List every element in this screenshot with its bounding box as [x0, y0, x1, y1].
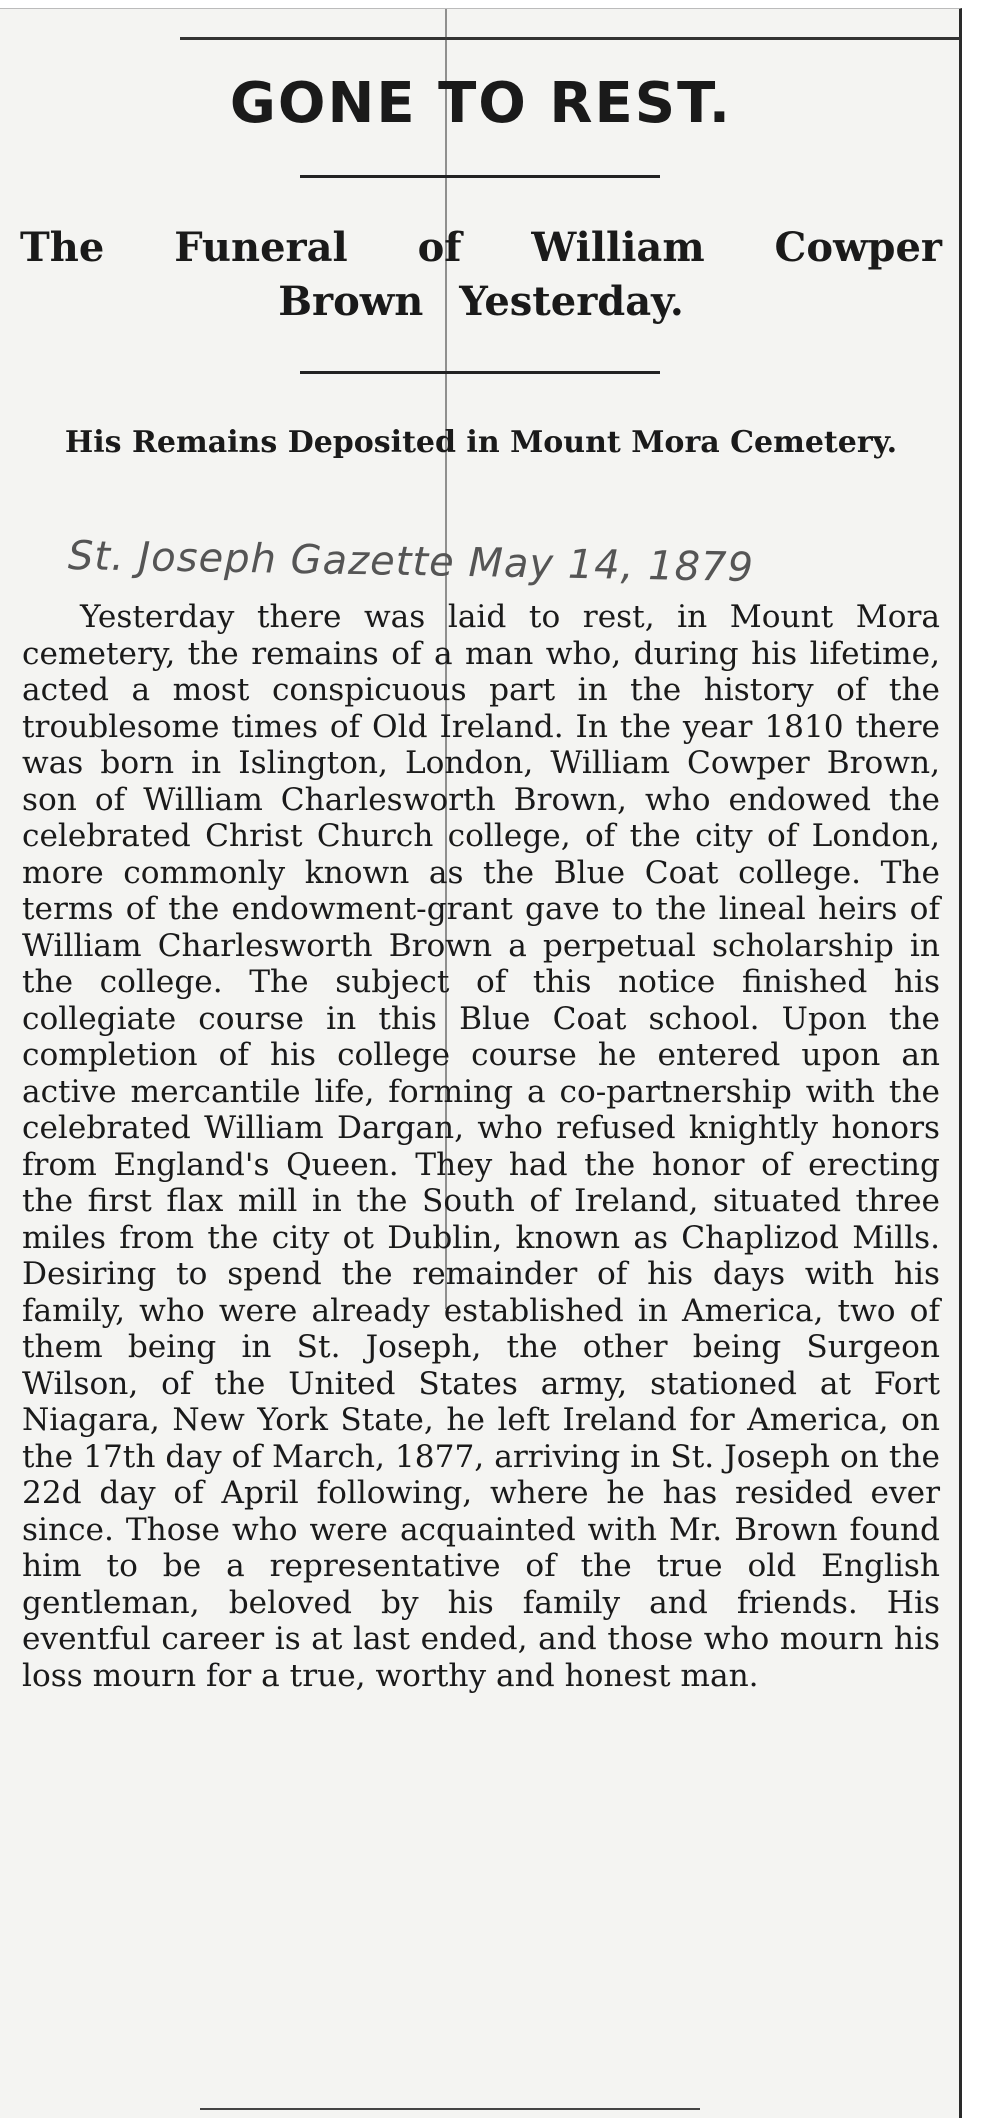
- top-border-rule: [180, 37, 960, 40]
- handwritten-annotation: St. Joseph Gazette May 14, 1879: [67, 533, 755, 591]
- article-body: Yesterday there was laid to rest, in Mount Mora cemetery, the remains of a man who, during his lifetime, acted a most conspicuous part in the history of the troublesome times of Old Ireland. In the year 1810 there was born in Islington, London, William Cowper Brown, son of William Charlesworth Brown, who endowed the celebrated Christ Church college, of the city of London, more commonly known as the Blue Coat college. The terms of the endowment-grant gave to the lineal heirs of William Charlesworth Brown a perpetual scholarship in the college. The subject of this notice finished his collegiate course in this Blue Coat school. Upon the completion of his college course he entered upon an active mercantile life, forming a co-partnership with the celebrated William Dargan, who refused knightly honors from England's Queen. They had the honor of erecting the first flax mill in the South of Ireland, situated three miles from the city ot Dublin, known as Chaplizod Mills. Desiring to spend the remainder of his days with his family, who were already established in America, two of them being in St. Joseph, the other being Surgeon Wilson, of the United States army, stationed at Fort Niagara, New York State, he left Ireland for America, on the 17th day of March, 1877, arriving in St. Joseph on the 22d day of April following, where he has resided ever since. Those who were acquainted with Mr. Brown found him to be a representative of the true old English gentleman, beloved by his family and friends. His eventful career is at last ended, and those who mourn his loss mourn for a true, worthy and honest man.: [22, 599, 940, 1694]
- headline-rule: [300, 175, 660, 178]
- deck-heading: His Remains Deposited in Mount Mora Cemetery.: [64, 425, 898, 460]
- headline: GONE TO REST.: [229, 71, 733, 136]
- subheadline-rule: [300, 371, 660, 374]
- bottom-rule: [200, 2108, 700, 2110]
- subheadline: The Funeral of William Cowper Brown Yesterday.: [20, 224, 942, 325]
- newspaper-clipping: [0, 8, 962, 2118]
